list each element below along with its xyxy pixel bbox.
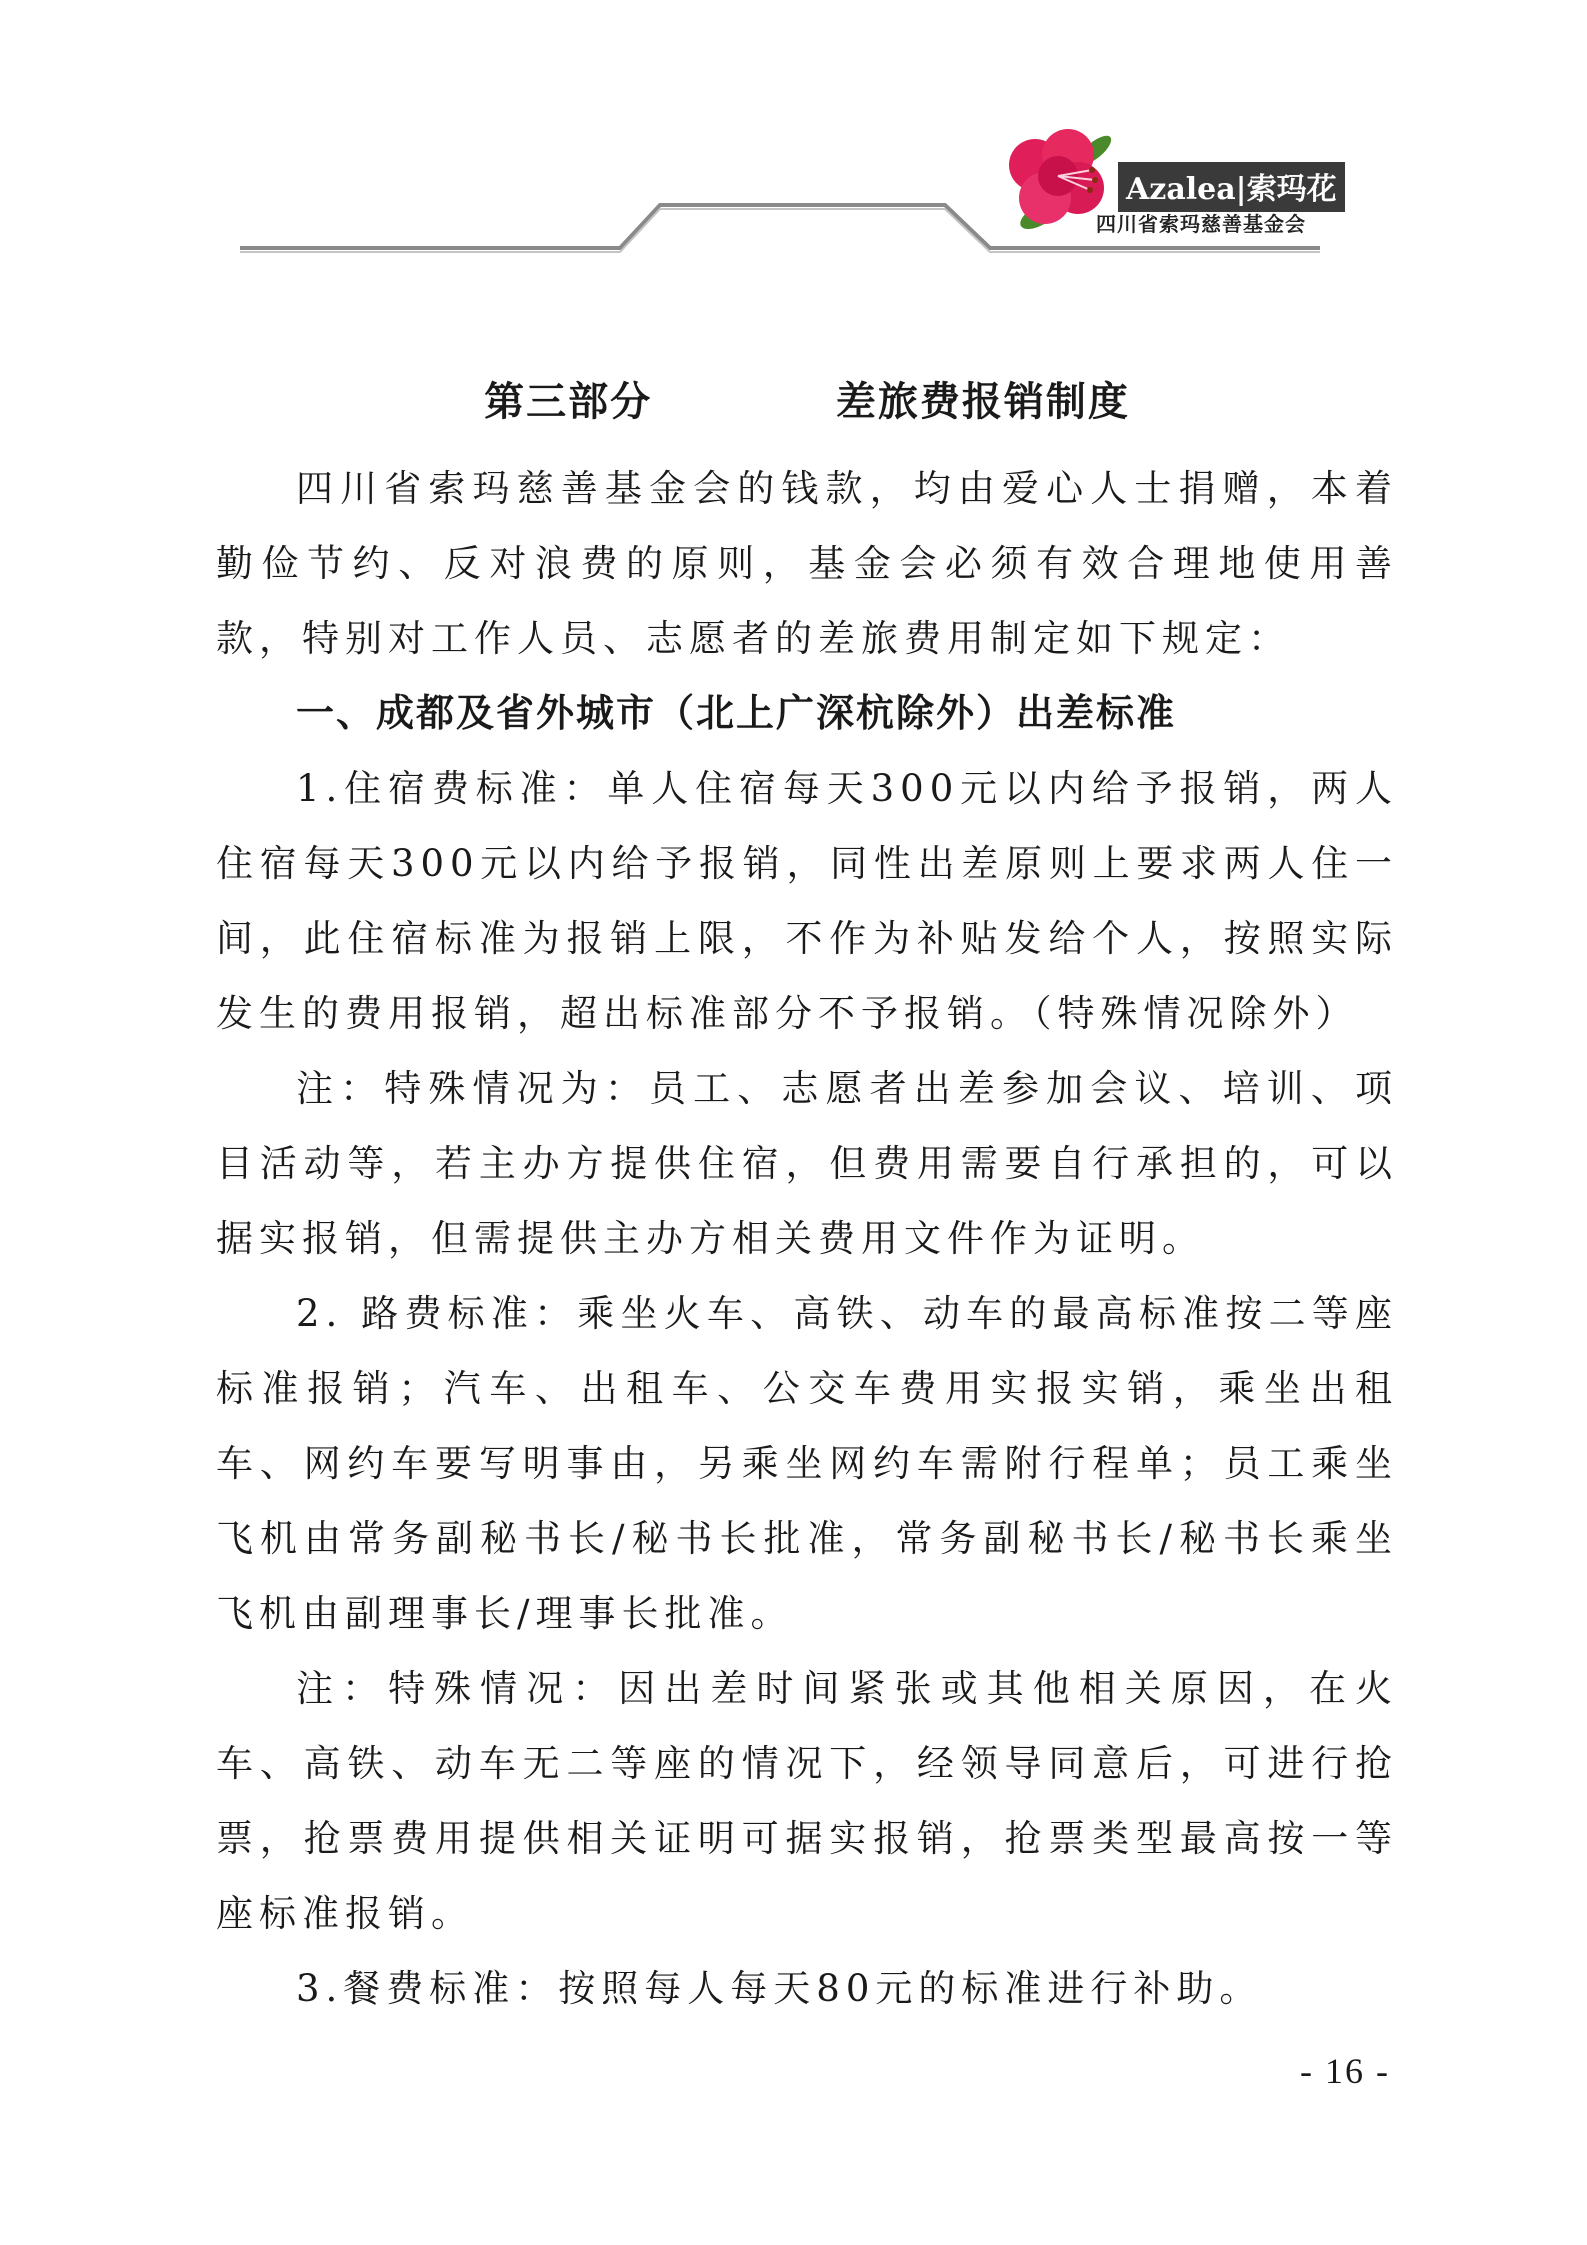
page-number: - 16 -	[1300, 2051, 1390, 2091]
section-heading: 一、成都及省外城市（北上广深杭除外）出差标准	[296, 691, 1177, 735]
logo-brand-text: Azalea|索玛花	[1118, 162, 1345, 212]
meal-standard-paragraph: 3.餐费标准：按照每人每天80元的标准进行补助。	[296, 1967, 1263, 2010]
lodging-standard-paragraph: 1.住宿费标准：单人住宿每天300元以内给予报销，两人住宿每天300元以内给予报销，同性出差原则上要求两人住一间，此住宿标准为报销上限，不作为补贴发给个人，按照实际发生的费用报销，超出标准部分不予报销。（特殊情况除外）	[216, 767, 1398, 1035]
foundation-logo	[1000, 120, 1337, 240]
logo-subtitle: 四川省索玛慈善基金会	[1096, 212, 1306, 236]
page-title: 第三部分 差旅费报销制度	[484, 379, 1130, 425]
travel-standard-paragraph: 2. 路费标准：乘坐火车、高铁、动车的最高标准按二等座标准报销；汽车、出租车、公交车费用实报实销，乘坐出租车、网约车要写明事由，另乘坐网约车需附行程单；员工乘坐飞机由常务副秘书长/秘书长批准，常务副秘书长/秘书长乘坐飞机由副理事长/理事长批准。	[216, 1292, 1398, 1635]
document-body	[216, 370, 1398, 2026]
travel-note-paragraph: 注：特殊情况：因出差时间紧张或其他相关原因，在火车、高铁、动车无二等座的情况下，经领导同意后，可进行抢票，抢票费用提供相关证明可据实报销，抢票类型最高按一等座标准报销。	[216, 1667, 1398, 1935]
intro-paragraph: 四川省索玛慈善基金会的钱款，均由爱心人士捐赠，本着勤俭节约、反对浪费的原则，基金会必须有效合理地使用善款，特别对工作人员、志愿者的差旅费用制定如下规定：	[216, 467, 1398, 660]
lodging-note-paragraph: 注：特殊情况为：员工、志愿者出差参加会议、培训、项目活动等，若主办方提供住宿，但费用需要自行承担的，可以据实报销，但需提供主办方相关费用文件作为证明。	[216, 1067, 1398, 1260]
header-decorative-line	[0, 0, 1587, 260]
